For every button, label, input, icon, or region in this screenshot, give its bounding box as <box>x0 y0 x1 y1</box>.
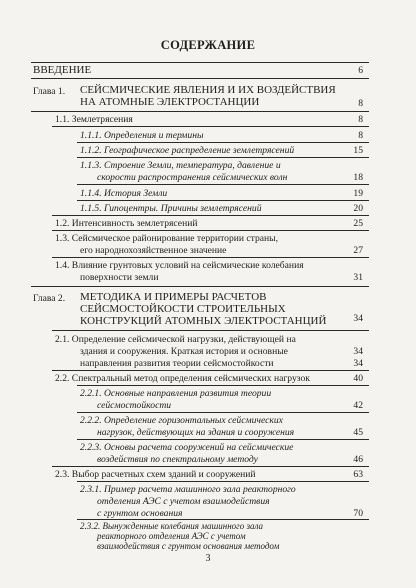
divider <box>77 142 369 143</box>
toc-s23-title: 2.3. Выбор расчетных схем зданий и сооружений <box>55 469 256 480</box>
divider <box>77 412 369 413</box>
toc-s232-line2: реакторного отделения АЭС с учетом <box>97 531 246 541</box>
toc-s21-line2: здания и сооружения. Краткая история и основные <box>80 346 288 357</box>
toc-s113-page: 18 <box>353 172 363 183</box>
toc-s222-page: 45 <box>353 427 363 438</box>
toc-ch1-label: Глава 1. <box>33 86 66 97</box>
toc-s21-line1: 2.1. Определение сейсмической нагрузки, действующей на <box>55 334 296 345</box>
toc-s22-page: 40 <box>353 373 363 384</box>
toc-s13-line2: его народнохозяйственное значение <box>80 245 227 256</box>
toc-s111-page: 8 <box>358 130 363 141</box>
toc-s231-line2: отделения АЭС с учетом взаимодействия <box>97 496 270 507</box>
divider <box>77 200 369 201</box>
divider <box>52 215 369 216</box>
toc-s21-line3: направления развития теории сейсмостойкости <box>80 358 274 369</box>
toc-s112-page: 15 <box>353 145 363 156</box>
toc-s222-line1: 2.2.2. Определение горизонтальных сейсмических <box>80 415 283 426</box>
toc-s113-line1: 1.1.3. Строение Земли, температура, давление и <box>80 160 281 171</box>
divider <box>77 439 369 440</box>
toc-s232-line1: 2.3.2. Вынужденные колебания машинного зала <box>80 521 263 531</box>
divider <box>77 184 369 185</box>
divider <box>52 370 369 371</box>
divider <box>31 111 369 112</box>
toc-s223-page: 46 <box>353 454 363 465</box>
toc-s112-title: 1.1.2. Географическое распределение землетрясений <box>80 145 295 156</box>
toc-s13-line1: 1.3. Сейсмическое районирование территории страны, <box>55 233 279 244</box>
toc-s223-line1: 2.2.3. Основы расчета сооружений на сейсмические <box>80 442 294 453</box>
toc-ch2-page: 34 <box>353 313 363 324</box>
toc-s114-title: 1.1.4. История Земли <box>80 188 168 199</box>
toc-s111-title: 1.1.1. Определения и термины <box>80 130 204 141</box>
toc-s14-line2: поверхности земли <box>80 272 159 283</box>
toc-s231-page: 70 <box>353 508 363 519</box>
divider <box>77 385 369 386</box>
toc-intro-title: ВВЕДЕНИЕ <box>33 64 92 76</box>
toc-s222-line2: нагрузок, действующих на здания и сооружения <box>97 427 295 438</box>
toc-s14-line1: 1.4. Влияние грунтовых условий на сейсмические колебания <box>55 260 304 271</box>
toc-s13-page: 27 <box>353 245 363 256</box>
toc-s232-line3: взаимодействия с грунтом основания методом <box>97 541 280 551</box>
toc-ch1-title-2: НА АТОМНЫЕ ЭЛЕКТРОСТАНЦИИ <box>80 96 260 108</box>
divider <box>77 481 369 482</box>
divider <box>31 62 369 63</box>
toc-s11-page: 8 <box>358 114 363 125</box>
divider <box>52 257 369 258</box>
toc-s11-title: 1.1. Землетрясения <box>55 114 133 125</box>
toc-ch2-label: Глава 2. <box>33 293 66 304</box>
toc-s221-line1: 2.2.1. Основные направления развития теории <box>80 388 272 399</box>
toc-s21-page-a: 34 <box>353 346 363 357</box>
toc-s23-page: 63 <box>353 469 363 480</box>
divider <box>52 330 369 331</box>
toc-ch2-title-2: СЕЙСМОСТОЙКОСТИ СТРОИТЕЛЬНЫХ <box>80 303 286 315</box>
divider <box>77 519 369 520</box>
toc-s231-line3: с грунтом основания <box>97 508 183 519</box>
page-title: СОДЕРЖАНИЕ <box>160 38 256 52</box>
toc-s221-line2: сейсмостойкости <box>97 400 172 411</box>
divider <box>31 78 369 79</box>
page-number: 3 <box>205 553 211 564</box>
toc-s12-title: 1.2. Интенсивность землетрясений <box>55 218 198 229</box>
toc-ch2-title-3: КОНСТРУКЦИЙ АТОМНЫХ ЭЛЕКТРОСТАНЦИЙ <box>80 315 327 327</box>
toc-ch2-title-1: МЕТОДИКА И ПРИМЕРЫ РАСЧЕТОВ <box>80 291 267 303</box>
toc-s115-title: 1.1.5. Гипоцентры. Причины землетрясений <box>80 203 262 214</box>
toc-s21-page-b: 34 <box>353 358 363 369</box>
toc-s231-line1: 2.3.1. Пример расчета машинного зала реакторного <box>80 484 296 495</box>
toc-s22-title: 2.2. Спектральный метод определения сейсмических нагрузок <box>55 373 310 384</box>
toc-s221-page: 42 <box>353 400 363 411</box>
toc-s223-line2: воздействия по спектральному методу <box>97 454 258 465</box>
toc-s12-page: 25 <box>353 218 363 229</box>
toc-s115-page: 20 <box>353 203 363 214</box>
toc-ch1-title-1: СЕЙСМИЧЕСКИЕ ЯВЛЕНИЯ И ИХ ВОЗДЕЙСТВИЯ <box>80 84 336 96</box>
toc-intro-page: 6 <box>358 65 363 76</box>
toc-ch1-page: 8 <box>358 98 363 109</box>
toc-s14-page: 31 <box>353 272 363 283</box>
divider <box>52 466 369 467</box>
toc-s114-page: 19 <box>353 188 363 199</box>
divider <box>31 286 369 287</box>
divider <box>52 126 369 127</box>
divider <box>77 157 369 158</box>
toc-s113-line2: скорости распространения сейсмических волн <box>97 172 288 183</box>
divider <box>52 230 369 231</box>
